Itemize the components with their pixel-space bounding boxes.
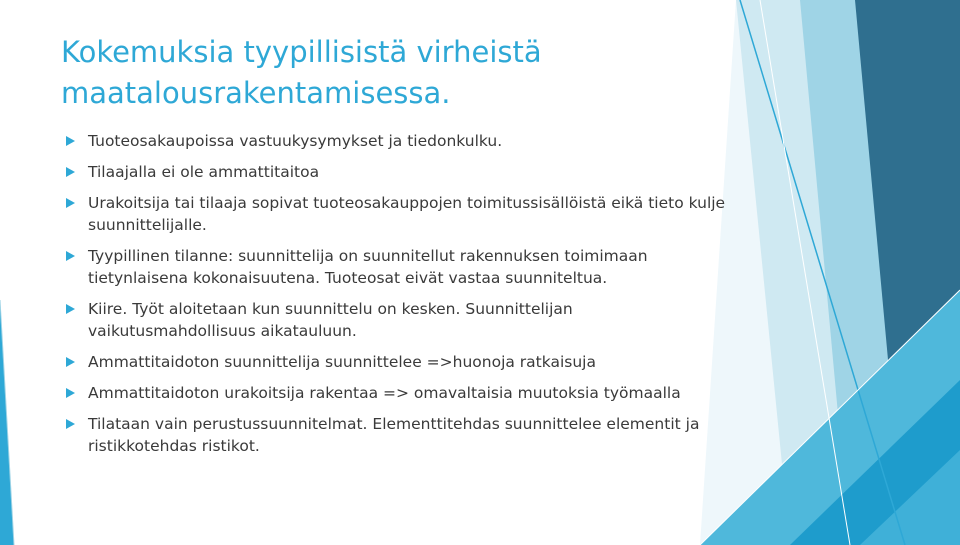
bullet-text: Ammattitaidoton suunnittelija suunnittelee =>huonoja ratkaisuja: [88, 353, 596, 371]
triangle-right-icon: [66, 167, 75, 177]
bullet-text: Tyypillinen tilanne: suunnittelija on suunnitellut rakennuksen toimimaan tietynlaisena kokonaisuutena. Tuoteosat eivät vastaa suunniteltua.: [88, 247, 648, 287]
list-item: [66, 382, 726, 404]
list-item: [66, 298, 726, 342]
list-item: [66, 245, 726, 289]
bullet-text: Tilaajalla ei ole ammattitaitoa: [88, 163, 320, 181]
bullet-text: Tilataan vain perustussuunnitelmat. Elementtitehdas suunnittelee elementit ja ristikkotehdas ristikot.: [88, 415, 700, 455]
slide-title: Kokemuksia tyypillisistä virheistä maatalousrakentamisessa.: [61, 35, 542, 110]
list-item: [66, 130, 726, 152]
triangle-right-icon: [66, 136, 75, 146]
list-item: [66, 413, 726, 457]
triangle-right-icon: [66, 357, 75, 367]
triangle-right-icon: [66, 198, 75, 208]
list-item: [66, 351, 726, 373]
bullet-text: Ammattitaidoton urakoitsija rakentaa => omavaltaisia muutoksia työmaalla: [88, 384, 681, 402]
bullet-text: Urakoitsija tai tilaaja sopivat tuoteosakauppojen toimitussisällöistä eikä tieto kulje suunnittelijalle.: [88, 194, 726, 234]
bullet-text: Kiire. Työt aloitetaan kun suunnittelu on kesken. Suunnittelijan vaikutusmahdollisuus aikatauluun.: [88, 300, 573, 340]
triangle-right-icon: [66, 304, 75, 314]
triangle-right-icon: [66, 251, 75, 261]
bullet-text: Tuoteosakaupoissa vastuukysymykset ja tiedonkulku.: [88, 132, 503, 150]
list-item: [66, 192, 726, 236]
list-item: [66, 161, 726, 183]
triangle-right-icon: [66, 419, 75, 429]
bullet-list: [66, 130, 726, 466]
triangle-right-icon: [66, 388, 75, 398]
